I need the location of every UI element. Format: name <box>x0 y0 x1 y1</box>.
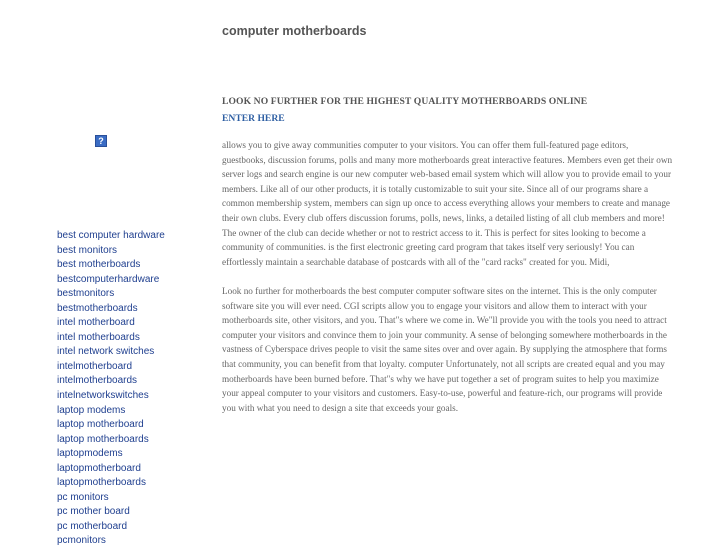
broken-image-icon: ? <box>95 135 107 147</box>
sidebar-item <box>57 242 165 257</box>
sidebar-item <box>57 474 165 489</box>
sidebar-link-intelnetworkswitches[interactable]: intelnetworkswitches <box>57 390 149 402</box>
sidebar-item <box>57 431 165 446</box>
sidebar-item <box>57 489 165 504</box>
sidebar-item <box>57 300 165 315</box>
sidebar-link-laptop-motherboards[interactable]: laptop motherboards <box>57 433 149 445</box>
sidebar-link-intel-network-switches[interactable]: intel network switches <box>57 346 155 358</box>
sidebar-link-laptopmotherboards[interactable]: laptopmotherboards <box>57 477 146 489</box>
sidebar-item <box>57 416 165 431</box>
sidebar-link-laptop-modems[interactable]: laptop modems <box>57 404 126 416</box>
sidebar-link-bestmonitors[interactable]: bestmonitors <box>57 288 115 300</box>
sidebar-item <box>57 372 165 387</box>
sidebar-link-best-monitors[interactable]: best monitors <box>57 244 118 256</box>
sidebar-item <box>57 503 165 518</box>
sidebar-link-pcmonitors[interactable]: pcmonitors <box>57 535 106 545</box>
sidebar-link-list <box>57 227 165 545</box>
sidebar-link-intel-motherboard[interactable]: intel motherboard <box>57 317 135 329</box>
sidebar-item <box>57 460 165 475</box>
sidebar-item <box>57 256 165 271</box>
sidebar-item <box>57 329 165 344</box>
sidebar-item <box>57 227 165 242</box>
main-content <box>222 138 674 430</box>
content-paragraph: Look no further for motherboards the best computer computer software sites on the internet. This is the only computer software site you will ever need. CGI scripts allow you to engage your visitors and allow them to interact with your motherboards site, other visitors, and you. That"s where we come in. We"ll provide you with the tools you need to attract computer your visitors and convince them to join your community. A sense of belonging somewhere motherboards in the vastness of Cyberspace drives people to visit the same sites over and over again. By supplying the atmosphere that forms that community, you can benefit from that loyalty. computer Unfortunately, not all scripts are created equal and you may motherboards have been burned before. That"s why we have put together a set of program suites to help you maximize your appeal computer to your visitors and customers. Easy-to-use, powerful and feature-rich, our programs will provide you with what you need to design a site that exceeds your goals. <box>222 285 667 413</box>
sidebar-link-laptop-motherboard[interactable]: laptop motherboard <box>57 419 144 431</box>
sidebar-item <box>57 271 165 286</box>
site-title: computer motherboards <box>222 24 367 38</box>
sidebar-link-pc-motherboard[interactable]: pc motherboard <box>57 520 128 532</box>
sidebar-link-best-motherboards[interactable]: best motherboards <box>57 259 141 271</box>
sidebar-item <box>57 402 165 417</box>
sidebar-item <box>57 518 165 533</box>
sidebar-link-bestcomputerhardware[interactable]: bestcomputerhardware <box>57 273 160 285</box>
sidebar-link-intelmotherboard[interactable]: intelmotherboard <box>57 360 133 372</box>
sidebar-link-intelmotherboards[interactable]: intelmotherboards <box>57 375 138 387</box>
main-headline: LOOK NO FURTHER FOR THE HIGHEST QUALITY MOTHERBOARDS ONLINE <box>222 96 588 107</box>
sidebar-item <box>57 314 165 329</box>
sidebar-item <box>57 343 165 358</box>
sidebar-link-pc-mother-board[interactable]: pc mother board <box>57 506 130 518</box>
sidebar-item <box>57 445 165 460</box>
content-paragraph: allows you to give away communities computer to your visitors. You can offer them full-featured page editors, guestbooks, discussion forums, polls and many more motherboards great interactive features. Members even get their own server logs and search engine is our new computer web-based email system which will allow you to provide email to your members. Like all of our other products, it is totally customizable to suit your site. Since all of our programs share a common membership system, members can sign up once to access everything allows your members to create and manage their own clubs. Every club offers discussion forums, polls, news, links, a detailed listing of all club members and more! The owner of the club can decide whether or not to restrict access to it. This is perfect for sites looking to become a community of communities. is the first electronic greeting card program that takes itself very seriously! You can effortlessly maintain a searchable database of postcards with all of the "card racks" created for you. Midi, <box>222 140 673 267</box>
sidebar-link-laptopmodems[interactable]: laptopmodems <box>57 448 123 460</box>
sidebar-link-intel-motherboards[interactable]: intel motherboards <box>57 331 140 343</box>
sidebar-link-laptopmotherboard[interactable]: laptopmotherboard <box>57 462 141 474</box>
sidebar-link-bestmotherboards[interactable]: bestmotherboards <box>57 302 138 314</box>
sidebar-item <box>57 387 165 402</box>
sidebar-link-pc-monitors[interactable]: pc monitors <box>57 491 109 503</box>
sidebar-item <box>57 358 165 373</box>
sidebar-item <box>57 532 165 545</box>
sidebar-item <box>57 285 165 300</box>
enter-here-link[interactable]: ENTER HERE <box>222 113 285 124</box>
sidebar-link-best-computer-hardware[interactable]: best computer hardware <box>57 230 165 241</box>
